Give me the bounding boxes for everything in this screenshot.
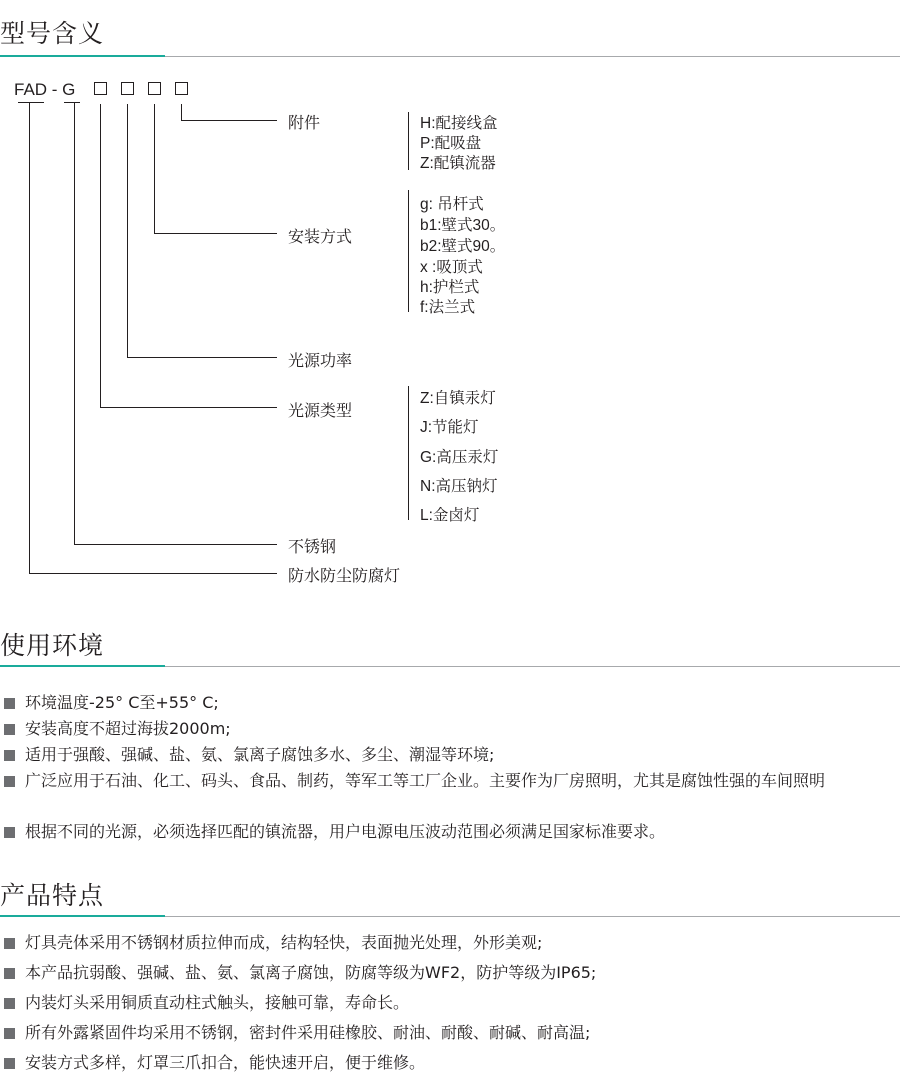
bullet-square-icon bbox=[4, 827, 15, 838]
connector-mounting-h bbox=[154, 233, 277, 234]
code-box-mounting bbox=[148, 82, 161, 95]
section-rule-accent bbox=[0, 55, 165, 57]
section-rule bbox=[0, 916, 900, 917]
label-material: 不锈钢 bbox=[288, 537, 337, 556]
list-item: 所有外露紧固件均采用不锈钢，密封件采用硅橡胶、耐油、耐酸、耐碱、耐高温; bbox=[4, 1022, 590, 1043]
list-item: 适用于强酸、强碱、盐、氨、氯离子腐蚀多水、多尘、潮湿等环境; bbox=[4, 744, 494, 765]
connector-product-h bbox=[29, 573, 277, 574]
connector-power-h bbox=[127, 357, 277, 358]
connector-lamp-type-v bbox=[100, 104, 101, 407]
list-item: 安装方式多样，灯罩三爪扣合，能快速开启，便于维修。 bbox=[4, 1052, 425, 1073]
option-lamp-type: G:高压汞灯 bbox=[420, 449, 499, 466]
list-item: 广泛应用于石油、化工、码头、食品、制药，等军工等工厂企业。主要作为厂房照明，尤其是腐蚀性强的车间照明 bbox=[0, 770, 896, 791]
label-mounting: 安装方式 bbox=[288, 227, 353, 246]
list-item: 本产品抗弱酸、强碱、盐、氨、氯离子腐蚀，防腐等级为WF2，防护等级为IP65; bbox=[4, 962, 596, 983]
section-rule bbox=[0, 56, 900, 57]
option-lamp-type: J:节能灯 bbox=[420, 419, 479, 436]
connector-product-v bbox=[29, 102, 30, 573]
option-lamp-type: L:金卤灯 bbox=[420, 507, 480, 524]
bullet-square-icon bbox=[4, 938, 15, 949]
model-code-prefix: FAD - G bbox=[14, 80, 76, 99]
section-title-environment: 使用环境 bbox=[0, 631, 105, 660]
bracket-lamp-type bbox=[408, 386, 409, 520]
label-power: 光源功率 bbox=[288, 351, 353, 370]
connector-accessory-v bbox=[181, 104, 182, 120]
option-accessory: Z:配镇流器 bbox=[420, 155, 496, 172]
list-item: 内装灯头采用铜质直动柱式触头，接触可靠，寿命长。 bbox=[4, 992, 409, 1013]
option-mounting: b2:壁式90。 bbox=[420, 238, 506, 255]
connector-tick bbox=[64, 102, 80, 103]
option-mounting: x :吸顶式 bbox=[420, 259, 483, 276]
section-rule bbox=[0, 666, 900, 667]
bracket-mounting bbox=[408, 190, 409, 312]
connector-accessory-h bbox=[181, 120, 277, 121]
connector-tick bbox=[18, 102, 44, 103]
section-title-features: 产品特点 bbox=[0, 881, 105, 910]
code-box-lamp-type bbox=[94, 82, 107, 95]
list-item: 环境温度-25° C至+55° C; bbox=[4, 692, 219, 713]
bracket-accessory bbox=[408, 112, 409, 170]
option-mounting: f:法兰式 bbox=[420, 299, 476, 316]
label-lamp-type: 光源类型 bbox=[288, 401, 353, 420]
bullet-square-icon bbox=[4, 724, 15, 735]
option-accessory: P:配吸盘 bbox=[420, 135, 482, 152]
option-lamp-type: Z:自镇汞灯 bbox=[420, 390, 496, 407]
connector-material-v bbox=[74, 102, 75, 544]
list-item: 根据不同的光源，必须选择匹配的镇流器，用户电源电压波动范围必须满足国家标准要求。 bbox=[4, 821, 665, 842]
bullet-square-icon bbox=[4, 750, 15, 761]
label-product: 防水防尘防腐灯 bbox=[288, 566, 401, 585]
option-lamp-type: N:高压钠灯 bbox=[420, 478, 498, 495]
bullet-square-icon bbox=[4, 776, 15, 787]
bullet-square-icon bbox=[4, 1058, 15, 1069]
bullet-square-icon bbox=[4, 1028, 15, 1039]
option-accessory: H:配接线盒 bbox=[420, 115, 498, 132]
connector-mounting-v bbox=[154, 104, 155, 233]
bullet-square-icon bbox=[4, 698, 15, 709]
bullet-square-icon bbox=[4, 998, 15, 1009]
section-rule-accent bbox=[0, 915, 165, 917]
option-mounting: h:护栏式 bbox=[420, 279, 480, 296]
list-item: 灯具壳体采用不锈钢材质拉伸而成，结构轻快，表面抛光处理，外形美观; bbox=[4, 932, 542, 953]
option-mounting: g: 吊杆式 bbox=[420, 196, 484, 213]
connector-power-v bbox=[127, 104, 128, 357]
section-rule-accent bbox=[0, 665, 165, 667]
label-accessory: 附件 bbox=[288, 113, 321, 132]
option-mounting: b1:壁式30。 bbox=[420, 217, 506, 234]
connector-lamp-type-h bbox=[100, 407, 277, 408]
section-title-model: 型号含义 bbox=[0, 19, 105, 48]
code-box-accessory bbox=[175, 82, 188, 95]
list-item: 安装高度不超过海拔2000m; bbox=[4, 718, 231, 739]
code-box-power bbox=[121, 82, 134, 95]
connector-material-h bbox=[74, 544, 277, 545]
bullet-square-icon bbox=[4, 968, 15, 979]
